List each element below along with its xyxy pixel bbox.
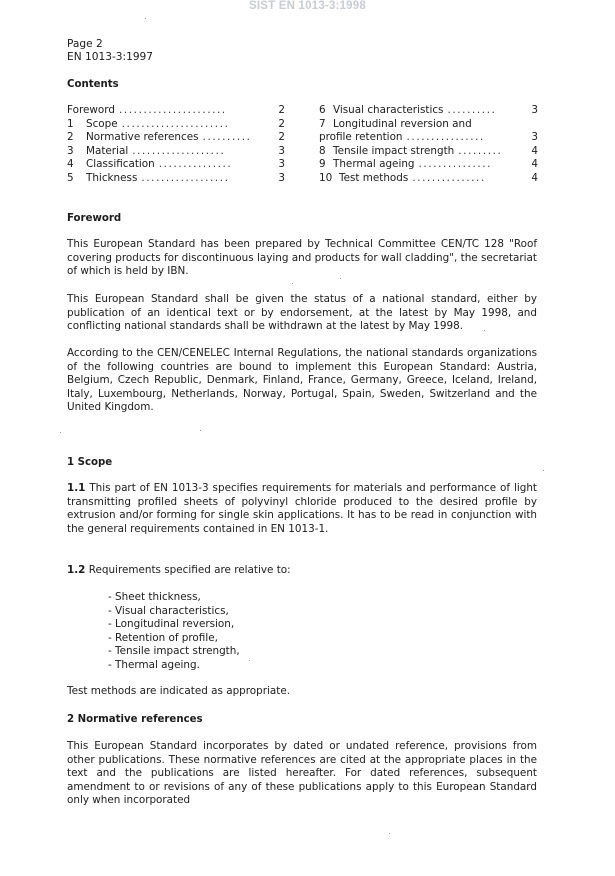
clause-text: This part of EN 1013-3 specifies requirements for materials and performance of light transmitting profiled sheets of polyvinyl chloride produced to the desired profile by extrusion and/or forming for single skin applications. It has to be read in conjunction with the general requirements contained in EN 1013-1.: [67, 482, 537, 535]
toc-number: 6: [319, 104, 326, 116]
scan-speck: [389, 833, 390, 834]
toc-label: Thickness: [86, 172, 138, 184]
toc-page: 2: [278, 117, 285, 130]
scope-clause-1-1: [67, 482, 537, 536]
toc-page: 4: [531, 158, 538, 171]
clause-text: Requirements specified are relative to:: [88, 564, 291, 576]
toc-label: Classification: [86, 158, 155, 171]
toc-entry: [319, 104, 538, 118]
toc-page: 2: [278, 131, 285, 144]
toc-label: Foreword: [67, 104, 115, 116]
toc-entry: [319, 158, 538, 172]
toc-entry: [319, 145, 538, 159]
scan-speck: [200, 430, 201, 431]
toc-page: 4: [531, 144, 538, 157]
scan-speck: [249, 660, 250, 661]
toc-number: 9: [319, 158, 326, 171]
toc-entry: [67, 145, 285, 159]
toc-leader: ......................: [118, 104, 227, 116]
scope-note: Test methods are indicated as appropriate.: [67, 685, 291, 697]
contents-heading: Contents: [67, 79, 119, 90]
toc-leader: ..........: [447, 104, 497, 116]
toc-number: 10: [319, 172, 333, 184]
toc-leader: ...................: [132, 144, 226, 157]
toc-number: 1: [67, 117, 74, 130]
toc-label: Test methods: [339, 172, 409, 184]
toc-leader: ................: [406, 131, 485, 144]
scan-speck: [543, 470, 544, 471]
list-item: - Longitudinal reversion,: [108, 618, 235, 631]
toc-number: 3: [67, 144, 74, 157]
scan-speck: [145, 18, 146, 19]
toc-number: 2: [67, 131, 74, 144]
toc-entry: [319, 118, 538, 132]
list-item: - Sheet thickness,: [108, 591, 201, 603]
list-item: - Tensile impact strength,: [108, 645, 240, 658]
toc-entry: [319, 172, 538, 186]
scope-clause-1-2: [67, 564, 537, 578]
toc-label: Thermal ageing: [333, 158, 415, 171]
clause-number: 1.2: [67, 564, 86, 576]
toc-page: 2: [278, 104, 285, 116]
toc-entry: [67, 172, 285, 186]
toc-entry: [67, 118, 285, 132]
toc-page: 3: [531, 131, 538, 144]
toc-leader: ...............: [158, 158, 233, 171]
list-item: - Retention of profile,: [108, 631, 218, 644]
toc-number: 7: [319, 117, 326, 130]
normative-references-heading: 2 Normative references: [67, 714, 203, 725]
toc-leader: ..........: [202, 131, 252, 144]
toc-entry: [67, 131, 285, 145]
toc-label: Tensile impact strength: [333, 144, 455, 157]
toc-leader: ......................: [121, 117, 230, 130]
foreword-paragraph-1: This European Standard has been prepared by Technical Committee CEN/TC 128 "Roof covering products for discontinuous laying and products for wall cladding", the secretariat of which is held by IBN.: [67, 238, 537, 278]
toc-number: 8: [319, 144, 326, 157]
clause-number: 1.1: [67, 482, 86, 494]
list-item: - Thermal ageing.: [108, 658, 200, 671]
toc-entry: [67, 158, 285, 172]
scan-speck: [340, 278, 341, 279]
scan-speck: [60, 432, 61, 433]
toc-entry: [67, 104, 285, 118]
toc-number: 4: [67, 158, 74, 171]
toc-page: 3: [278, 172, 285, 184]
list-item: - Visual characteristics,: [108, 604, 229, 617]
toc-label: Normative references: [86, 131, 199, 144]
foreword-paragraph-2: This European Standard shall be given the status of a national standard, either by publication of an identical text or by endorsement, at the latest by May 1998, and conflicting national standards shall be withdrawn at the latest by May 1998.: [67, 293, 537, 333]
page-number: Page 2: [67, 38, 103, 50]
scan-speck: [292, 283, 293, 284]
foreword-paragraph-3: According to the CEN/CENELEC Internal Regulations, the national standards organizations of the following countries are bound to implement this European Standard: Austria, Belgium, Czech Republic, Denmark, Finland, France, Germany, Greece, Iceland, Ireland, Italy, Luxembourg, Netherlands, Norway, Portugal, Spain, Sweden, Switzerland and the United Kingdom.: [67, 347, 537, 414]
toc-label: Longitudinal reversion and: [333, 117, 472, 130]
watermark: SIST EN 1013-3:1998: [249, 0, 366, 12]
toc-label: profile retention: [319, 131, 403, 144]
toc-entry: [319, 131, 538, 145]
toc-leader: ..................: [141, 172, 230, 184]
scope-heading: 1 Scope: [67, 457, 113, 468]
toc-label: Scope: [86, 117, 118, 130]
normative-references-paragraph: This European Standard incorporates by dated or undated reference, provisions from other publications. These normative references are cited at the appropriate places in the text and the publications are listed hereafter. For dated references, subsequent amendment to or revisions of any of these publications apply to this European Standard only when incorporated: [67, 740, 537, 807]
toc-page: 3: [531, 104, 538, 116]
toc-page: 3: [278, 158, 285, 171]
foreword-heading: Foreword: [67, 213, 122, 224]
toc-leader: ...............: [412, 172, 486, 184]
toc-page: 3: [278, 144, 285, 157]
toc-number: 5: [67, 172, 74, 184]
standard-reference: EN 1013-3:1997: [67, 51, 154, 63]
toc-label: Visual characteristics: [333, 104, 444, 116]
scan-speck: [484, 330, 485, 331]
toc-leader: ...............: [418, 158, 493, 171]
requirements-list: [108, 591, 240, 673]
toc-leader: .........: [458, 144, 503, 157]
toc-label: Material: [86, 144, 129, 157]
toc-page: 4: [531, 172, 538, 184]
